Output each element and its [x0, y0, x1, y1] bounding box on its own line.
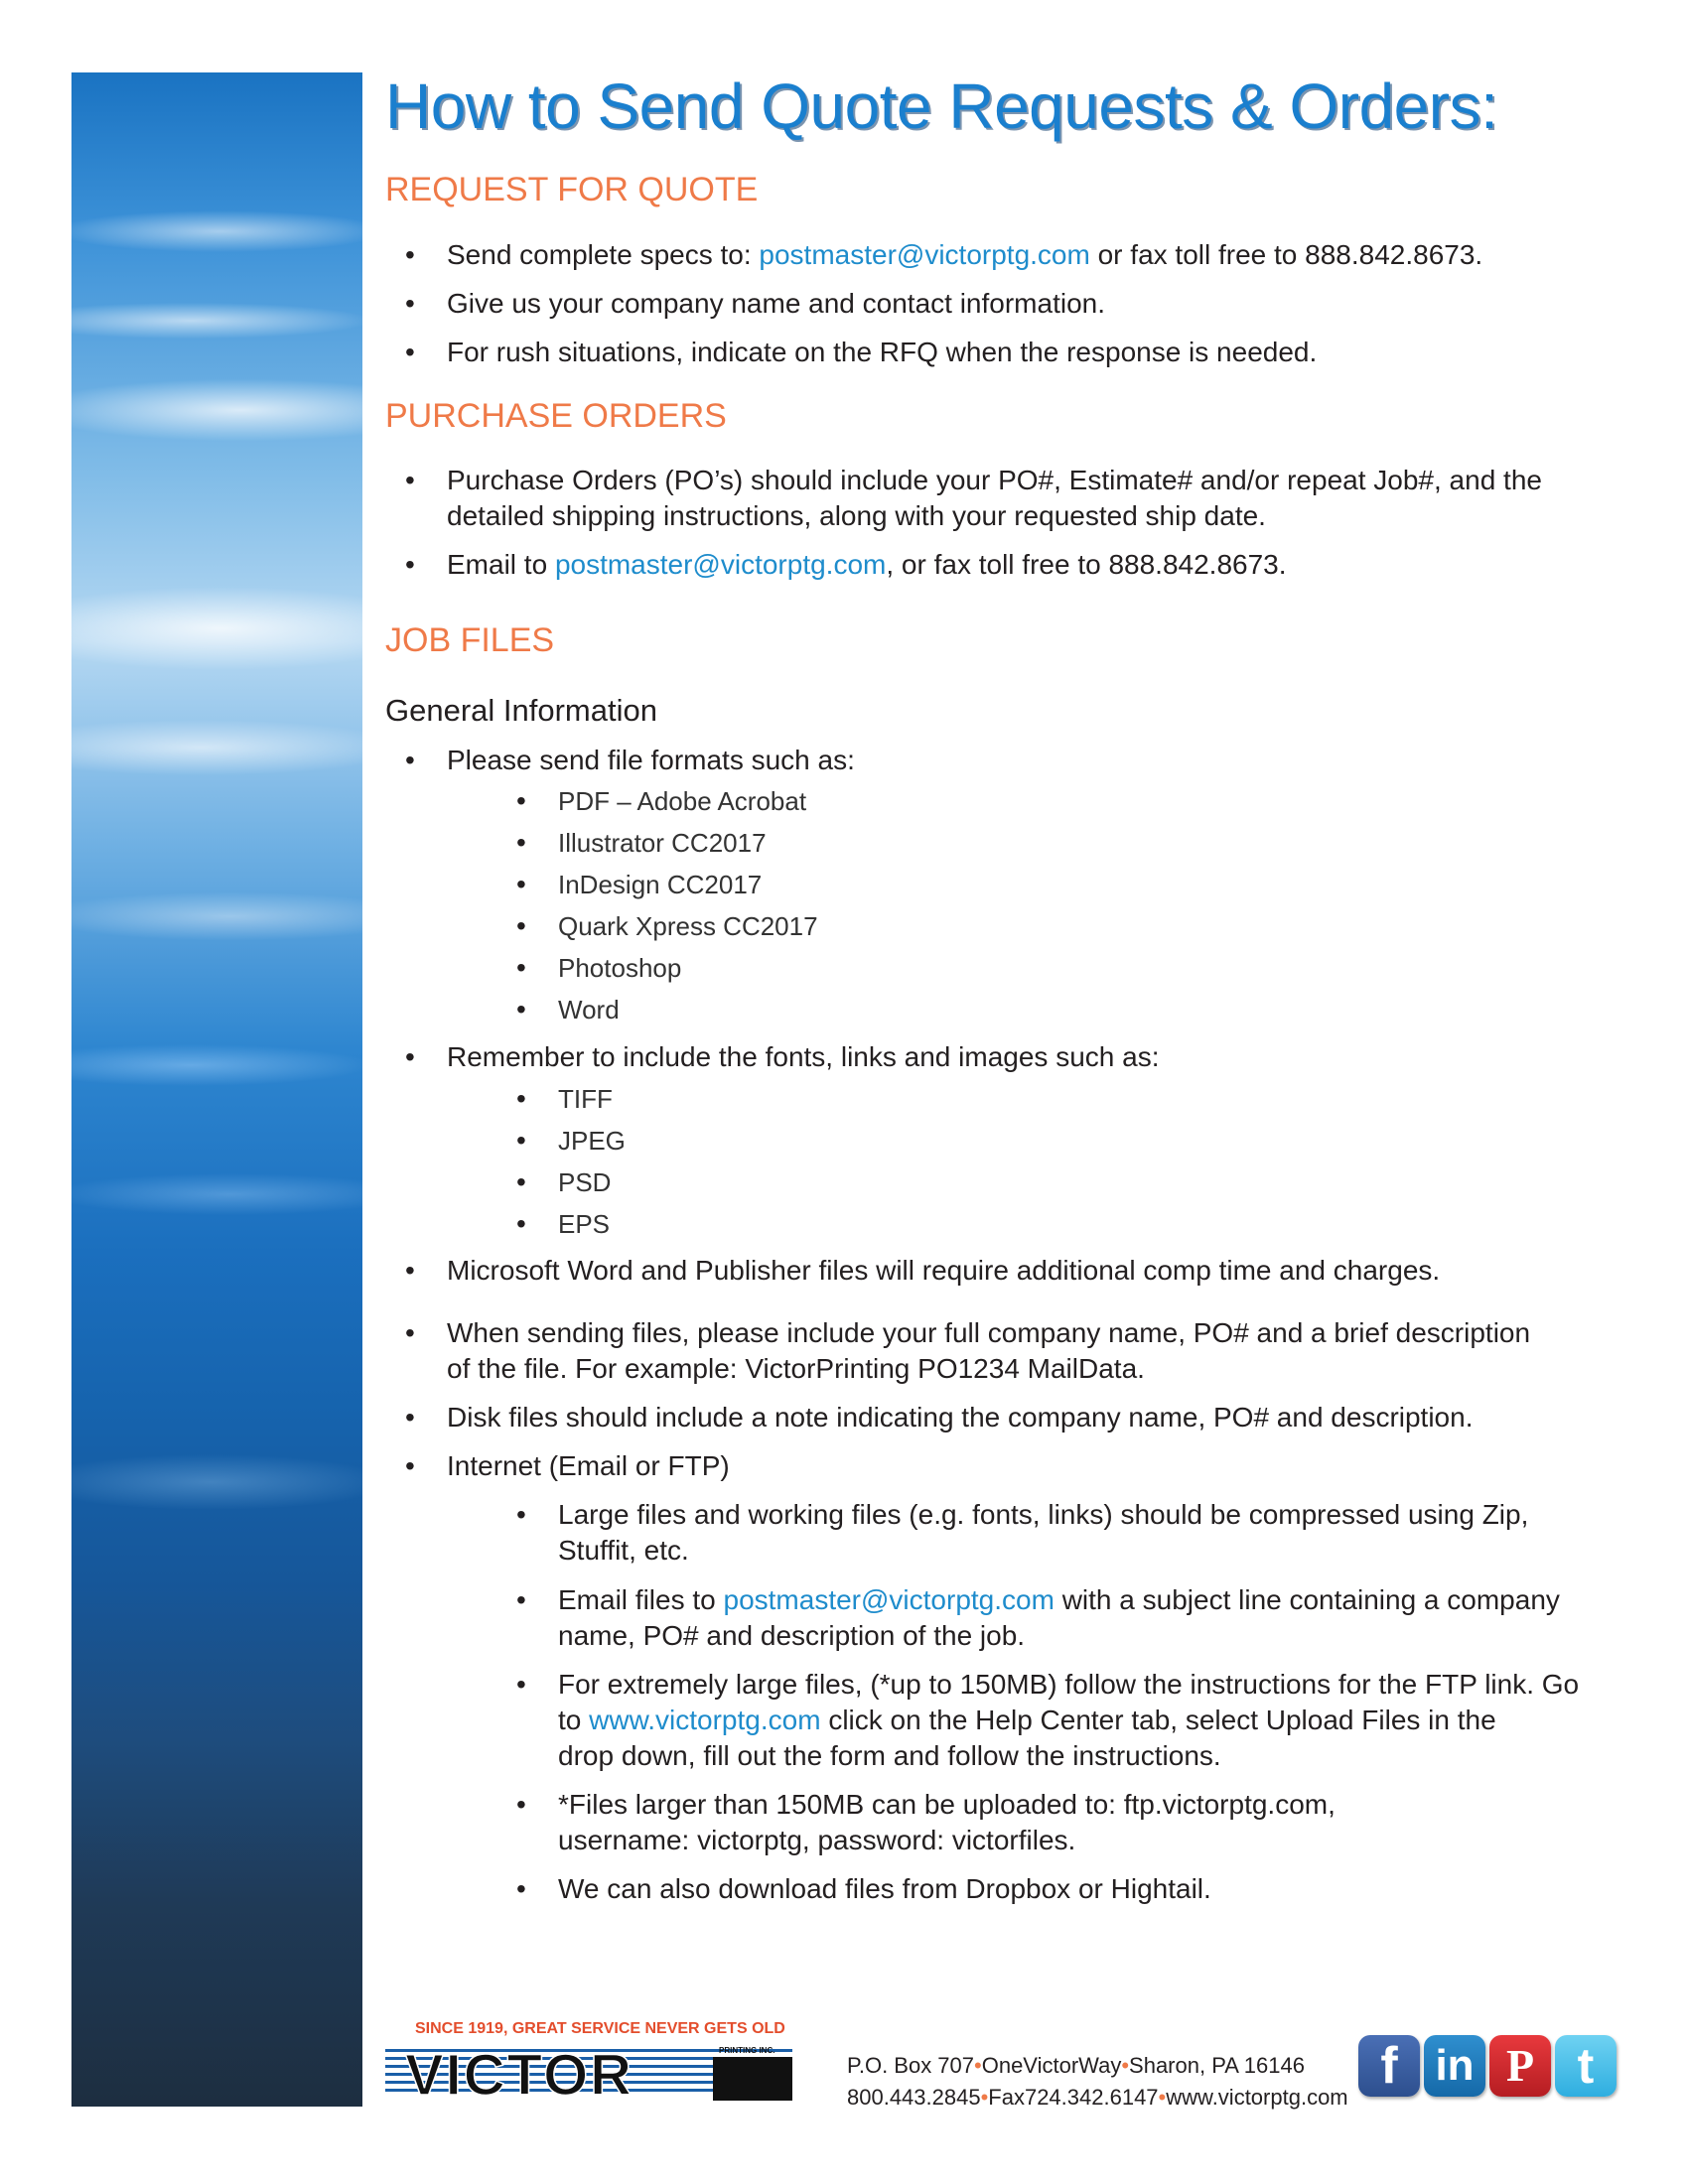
bullet: •: [405, 1450, 415, 1481]
ftp-line3: drop down, fill out the form and follow the instructions.: [558, 1740, 1221, 1771]
rfq-item-specs: Send complete specs to: postmaster@victorptg.com or fax toll free to 888.842.8673.: [447, 239, 1483, 270]
dropbox-note: We can also download files from Dropbox or Hightail.: [558, 1873, 1211, 1904]
footer-website-link[interactable]: www.victorptg.com: [1166, 2085, 1348, 2110]
po-item-include-line1: Purchase Orders (PO’s) should include your PO#, Estimate# and/or repeat Job#, and the: [447, 465, 1542, 495]
pinterest-icon[interactable]: P: [1489, 2035, 1551, 2097]
sub-bullet: •: [516, 994, 526, 1024]
format-item: PDF – Adobe Acrobat: [558, 786, 807, 816]
format-item: InDesign CC2017: [558, 870, 763, 899]
sub-bullet: •: [516, 1166, 526, 1197]
bullet: •: [405, 1041, 415, 1072]
sub-bullet: •: [516, 785, 526, 816]
footer-address-line1: P.O. Box 707•OneVictorWay•Sharon, PA 16146: [847, 2053, 1305, 2078]
sub-bullet: •: [516, 827, 526, 858]
email-link[interactable]: postmaster@victorptg.com: [723, 1584, 1055, 1615]
footer-address-line2: 800.443.2845•Fax724.342.6147•www.victorptg.com: [847, 2085, 1348, 2110]
format-item: Word: [558, 995, 620, 1024]
sidebar-gradient-panel: [71, 72, 362, 2107]
images-intro: Remember to include the fonts, links and images such as:: [447, 1041, 1160, 1072]
sub-bullet: •: [516, 1125, 526, 1156]
compress-line2: Stuffit, etc.: [558, 1535, 689, 1566]
linkedin-icon[interactable]: in: [1424, 2035, 1485, 2097]
po-item-email: Email to postmaster@victorptg.com, or fax toll free to 888.842.8673.: [447, 549, 1287, 580]
bullet: •: [405, 1402, 415, 1433]
sub-bullet: •: [516, 1208, 526, 1239]
email-files-line1: Email files to postmaster@victorptg.com with a subject line containing a company: [558, 1584, 1560, 1615]
bullet: •: [405, 1317, 415, 1348]
bullet: •: [405, 239, 415, 270]
po-item-include-line2: detailed shipping instructions, along with your requested ship date.: [447, 500, 1266, 531]
logo-small-text: PRINTING INC.: [719, 2046, 775, 2055]
large-files-line2: username: victorptg, password: victorfiles.: [558, 1825, 1076, 1855]
section-heading-request-for-quote: REQUEST FOR QUOTE: [385, 171, 759, 208]
sub-bullet: •: [516, 1499, 526, 1530]
image-format-item: JPEG: [558, 1126, 626, 1156]
sub-bullet: •: [516, 869, 526, 899]
sub-bullet: •: [516, 910, 526, 941]
sub-bullet: •: [516, 1789, 526, 1820]
twitter-icon[interactable]: t: [1555, 2035, 1617, 2097]
footer-address: [847, 2050, 1348, 2114]
compress-line1: Large files and working files (e.g. fonts, links) should be compressed using Zip,: [558, 1499, 1529, 1530]
naming-line1: When sending files, please include your full company name, PO# and a brief description: [447, 1317, 1531, 1348]
disk-files-note: Disk files should include a note indicating the company name, PO# and description.: [447, 1402, 1474, 1433]
email-link[interactable]: postmaster@victorptg.com: [554, 549, 887, 580]
sub-bullet: •: [516, 1083, 526, 1114]
internet-heading: Internet (Email or FTP): [447, 1450, 730, 1481]
facebook-icon[interactable]: f: [1358, 2035, 1420, 2097]
formats-intro: Please send file formats such as:: [447, 745, 855, 775]
page-title: How to Send Quote Requests & Orders:: [385, 70, 1498, 142]
bullet: •: [405, 337, 415, 367]
bullet: •: [405, 465, 415, 495]
ftp-line2: to www.victorptg.com click on the Help Center tab, select Upload Files in the: [558, 1705, 1496, 1735]
bullet: •: [405, 745, 415, 775]
sub-bullet: •: [516, 1669, 526, 1700]
victor-logo: [385, 2043, 792, 2103]
rfq-item-rush: For rush situations, indicate on the RFQ when the response is needed.: [447, 337, 1318, 367]
sub-bullet: •: [516, 1584, 526, 1615]
email-files-line2: name, PO# and description of the job.: [558, 1620, 1026, 1651]
ftp-line1: For extremely large files, (*up to 150MB) follow the instructions for the FTP link. Go: [558, 1669, 1580, 1700]
website-link[interactable]: www.victorptg.com: [589, 1705, 821, 1735]
ms-note: Microsoft Word and Publisher files will require additional comp time and charges.: [447, 1255, 1441, 1286]
section-heading-purchase-orders: PURCHASE ORDERS: [385, 397, 727, 435]
bullet: •: [405, 288, 415, 319]
email-link[interactable]: postmaster@victorptg.com: [759, 239, 1090, 270]
subheading-general-information: General Information: [385, 693, 657, 728]
format-item: Illustrator CC2017: [558, 828, 767, 858]
format-item: Photoshop: [558, 953, 682, 983]
bullet: •: [405, 549, 415, 580]
image-format-item: EPS: [558, 1209, 611, 1239]
naming-line2: of the file. For example: VictorPrinting PO1234 MailData.: [447, 1353, 1145, 1384]
sub-bullet: •: [516, 952, 526, 983]
bullet: •: [405, 1255, 415, 1286]
large-files-line1: *Files larger than 150MB can be uploaded to: ftp.victorptg.com,: [558, 1789, 1336, 1820]
rfq-item-company: Give us your company name and contact information.: [447, 288, 1106, 319]
sub-bullet: •: [516, 1873, 526, 1904]
image-format-item: PSD: [558, 1167, 612, 1197]
footer-slogan: SINCE 1919, GREAT SERVICE NEVER GETS OLD: [415, 2020, 785, 2037]
section-heading-job-files: JOB FILES: [385, 621, 555, 659]
logo-wordmark: VICTOR: [405, 2043, 634, 2103]
image-format-item: TIFF: [558, 1084, 613, 1114]
format-item: Quark Xpress CC2017: [558, 911, 818, 941]
